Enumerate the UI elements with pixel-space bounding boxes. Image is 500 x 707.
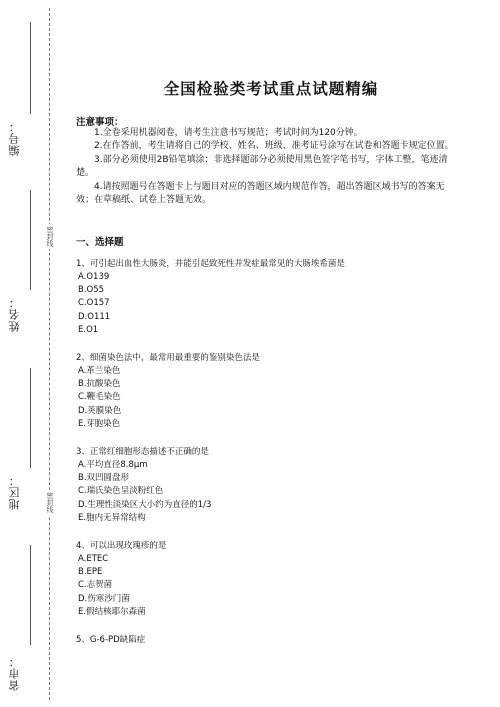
notice-heading: 注意事项： [76, 117, 124, 128]
answer-option: A.平均直径8.8μm [78, 460, 148, 471]
seal-mark-upper: 密封线 [46, 226, 54, 247]
region-label: 地区： [8, 474, 21, 510]
question-stem: 3、正常红细胞形态描述不正确的是 [76, 447, 209, 458]
answer-option: C.O157 [78, 298, 110, 309]
answer-option: D.O111 [78, 311, 111, 322]
name-label: 姓名： [8, 296, 21, 332]
answer-option: B.O55 [78, 285, 105, 296]
question-stem: 1、可引起出血性大肠炎，并能引起致死性并发症最常见的大肠埃希菌是 [76, 259, 345, 269]
notice-item: 4.请按照题号在答题卡上与题目对应的答题区域内规范作答，超出答题区域书写的答案无效；在草稿纸、试卷上答题无效。 [76, 181, 445, 206]
province-underline [30, 545, 31, 645]
seal-mark-lower: 密封线 [46, 492, 54, 513]
answer-option: C.鞭毛染色 [78, 392, 121, 403]
id-label: 编号： [8, 120, 21, 156]
question-stem: 2、细菌染色法中，最常用最重要的鉴别染色法是 [76, 353, 260, 364]
id-field [6, 22, 42, 162]
answer-option: D.生理性淡染区大小约为直径的1/3 [78, 499, 212, 510]
notice-item: 1.全卷采用机器阅卷，请考生注意书写规范；考试时间为120分钟。 [94, 128, 363, 138]
answer-option: A.ETEC [78, 554, 109, 565]
page-title: 全国检验类考试重点试题精编 [163, 80, 379, 98]
province-field [6, 545, 42, 695]
question-stem: 5、G-6-PD缺陷症 [76, 635, 146, 646]
name-underline [30, 190, 31, 290]
answer-option: E.胞内无异常结构 [78, 512, 146, 523]
answer-option: B.双凹圆盘形 [78, 473, 130, 484]
seal-dashed-line [49, 8, 50, 700]
region-field [6, 368, 42, 518]
answer-option: B.EPE [78, 567, 103, 578]
name-field [6, 190, 42, 340]
question-list [76, 258, 456, 647]
answer-option: C.志贺菌 [78, 580, 113, 591]
answer-option: D.荚膜染色 [78, 405, 122, 416]
answer-option: E.芽胞染色 [78, 418, 121, 429]
binding-margin [0, 0, 60, 707]
question-stem: 4、可以出现玫瑰疹的是 [76, 541, 167, 552]
question-4 [76, 540, 456, 619]
answer-option: A.革兰染色 [78, 366, 121, 377]
notice-list [76, 127, 454, 207]
question-5 [76, 634, 456, 647]
question-2 [76, 352, 456, 431]
answer-option: B.抗酸染色 [78, 379, 121, 390]
section-heading: 一、选择题 [76, 237, 124, 248]
province-label: 省市： [8, 655, 21, 691]
notice-item: 3.部分必须使用2B铅笔填涂；非选择题部分必须使用黑色签字笔书写，字体工整，笔迹清楚。 [76, 154, 448, 179]
id-underline [30, 22, 31, 114]
answer-option: D.伤寒沙门菌 [78, 593, 130, 604]
question-1 [76, 258, 456, 337]
answer-option: E.O1 [78, 324, 99, 335]
question-3 [76, 446, 456, 525]
answer-option: E.假结核耶尔森菌 [78, 606, 146, 617]
notice-item: 2.在作答前，考生请将自己的学校、姓名、班级、准考证号涂写在试卷和答题卡规定位置。 [94, 141, 454, 152]
region-underline [30, 368, 31, 468]
answer-option: A.O139 [78, 272, 110, 282]
answer-option: C.瑞氏染色呈淡粉红色 [78, 486, 164, 497]
